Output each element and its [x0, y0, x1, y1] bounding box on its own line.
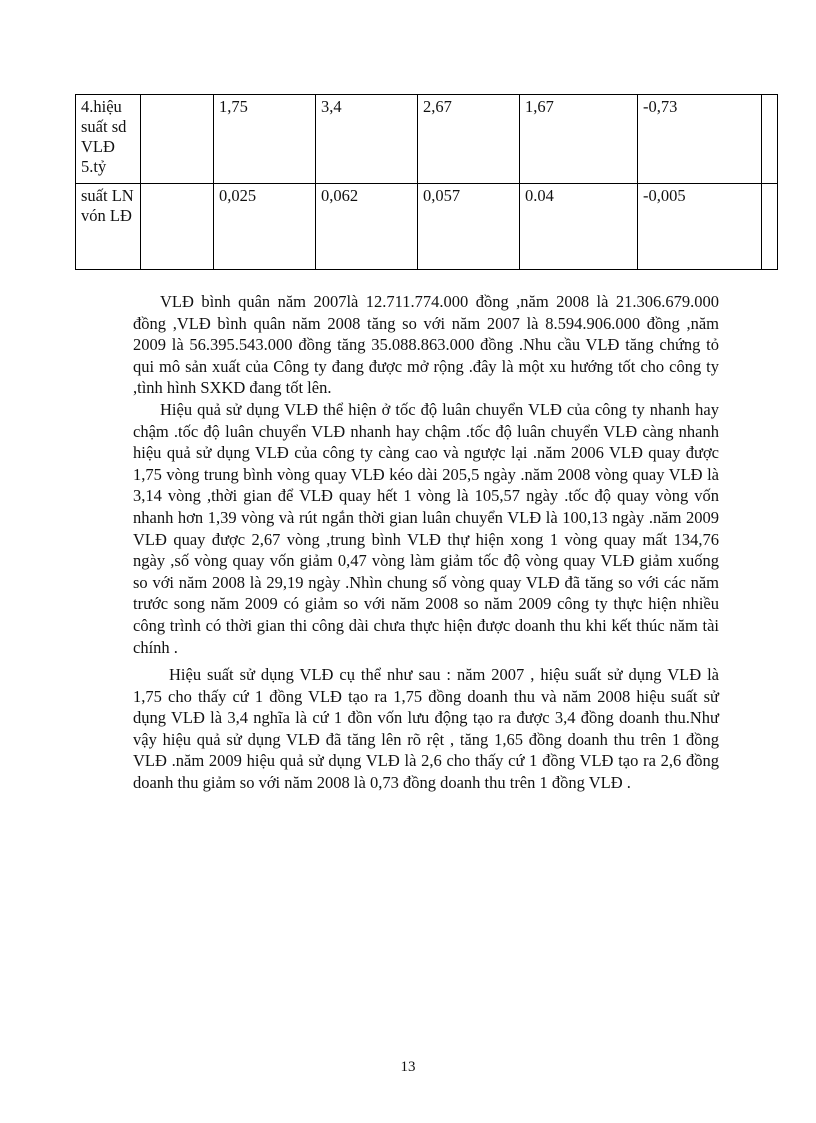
- body-text: [133, 291, 719, 794]
- diff-2008-2007-cell: 1,67: [520, 95, 638, 184]
- empty-cell: [762, 184, 778, 270]
- value-2008-cell: 3,4: [316, 95, 418, 184]
- diff-2009-2008-cell: -0,73: [638, 95, 762, 184]
- value-2008-cell: 0,062: [316, 184, 418, 270]
- diff-2009-2008-cell: -0,005: [638, 184, 762, 270]
- paragraph: Hiệu suất sử dụng VLĐ cụ thể như sau : năm 2007 , hiệu suất sử dụng VLĐ là 1,75 cho thấy cứ 1 đồng VLĐ tạo ra 1,75 đồng doanh thu và năm 2008 hiệu suất sử dụng VLĐ là 3,4 nghĩa là cứ 1 đồn vốn lưu động tạo ra được 3,4 đồng doanh thu.Như vậy hiệu quả sử dụng VLĐ đã tăng lên rõ rệt , tăng 1,65 đồng doanh thu trên 1 đồng VLĐ .năm 2009 hiệu quả sử dụng VLĐ là 2,6 cho thấy cứ 1 đồng VLĐ tạo ra 2,6 đồng doanh thu giảm so với năm 2008 là 0,73 đồng doanh thu trên 1 đồng VLĐ .: [133, 665, 719, 793]
- empty-cell: [141, 95, 214, 184]
- value-2009-cell: 2,67: [418, 95, 520, 184]
- empty-cell: [141, 184, 214, 270]
- table-row: [76, 184, 778, 270]
- efficiency-table: [75, 94, 778, 270]
- diff-2008-2007-cell: 0.04: [520, 184, 638, 270]
- value-2007-cell: 0,025: [214, 184, 316, 270]
- row-label-cell: 4.hiệu suất sd VLĐ 5.tỷ: [76, 95, 141, 184]
- empty-cell: [762, 95, 778, 184]
- value-2009-cell: 0,057: [418, 184, 520, 270]
- paragraph: VLĐ bình quân năm 2007là 12.711.774.000 đồng ,năm 2008 là 21.306.679.000 đồng ,VLĐ bình quân năm 2008 tăng so với năm 2007 là 8.594.906.000 đồng ,năm 2009 là 56.395.543.000 đồng tăng 35.088.863.000 đồng .Nhu cầu VLĐ tăng chứng tỏ qui mô sản xuất của Công ty đang được mở rộng .đây là một xu hướng tốt cho công ty ,tình hình SXKD đang tốt lên.: [133, 292, 719, 398]
- paragraph: Hiệu quả sử dụng VLĐ thể hiện ở tốc độ luân chuyển VLĐ của công ty nhanh hay chậm .tốc độ luân chuyển VLĐ nhanh hay chậm .tốc độ luân chuyển VLĐ càng nhanh hiệu quả sử dụng VLĐ của công ty càng cao và ngược lại .năm 2006 VLĐ quay được 1,75 vòng trung bình vòng quay VLĐ kéo dài 205,5 ngày .năm 2008 vòng quay VLĐ là 3,14 vòng ,thời gian để VLĐ quay hết 1 vòng là 105,57 ngày .tốc độ quay vòng vốn nhanh hơn 1,39 vòng và rút ngắn thời gian luân chuyển VLĐ là 100,13 ngày .năm 2009 VLĐ quay được 2,67 vòng ,trung bình VLĐ thự hiện xong 1 vòng quay mất 134,76 ngày ,số vòng quay vốn giảm 0,47 vòng làm giảm tốc độ vòng quay VLĐ giảm xuống so với năm 2008 là 29,19 ngày .Nhìn chung số vòng quay VLĐ đã tăng so với các năm trước song năm 2009 có giảm so với năm 2008 so năm 2009 công ty thực hiện nhiều công trình có thời gian thi công dài chưa thực hiện được doanh thu khi kết thúc năm tài chính .: [133, 399, 719, 657]
- page-number: 13: [400, 1059, 416, 1075]
- row-label-cell: suất LN vón LĐ: [76, 184, 141, 270]
- value-2007-cell: 1,75: [214, 95, 316, 184]
- table-row: [76, 95, 778, 184]
